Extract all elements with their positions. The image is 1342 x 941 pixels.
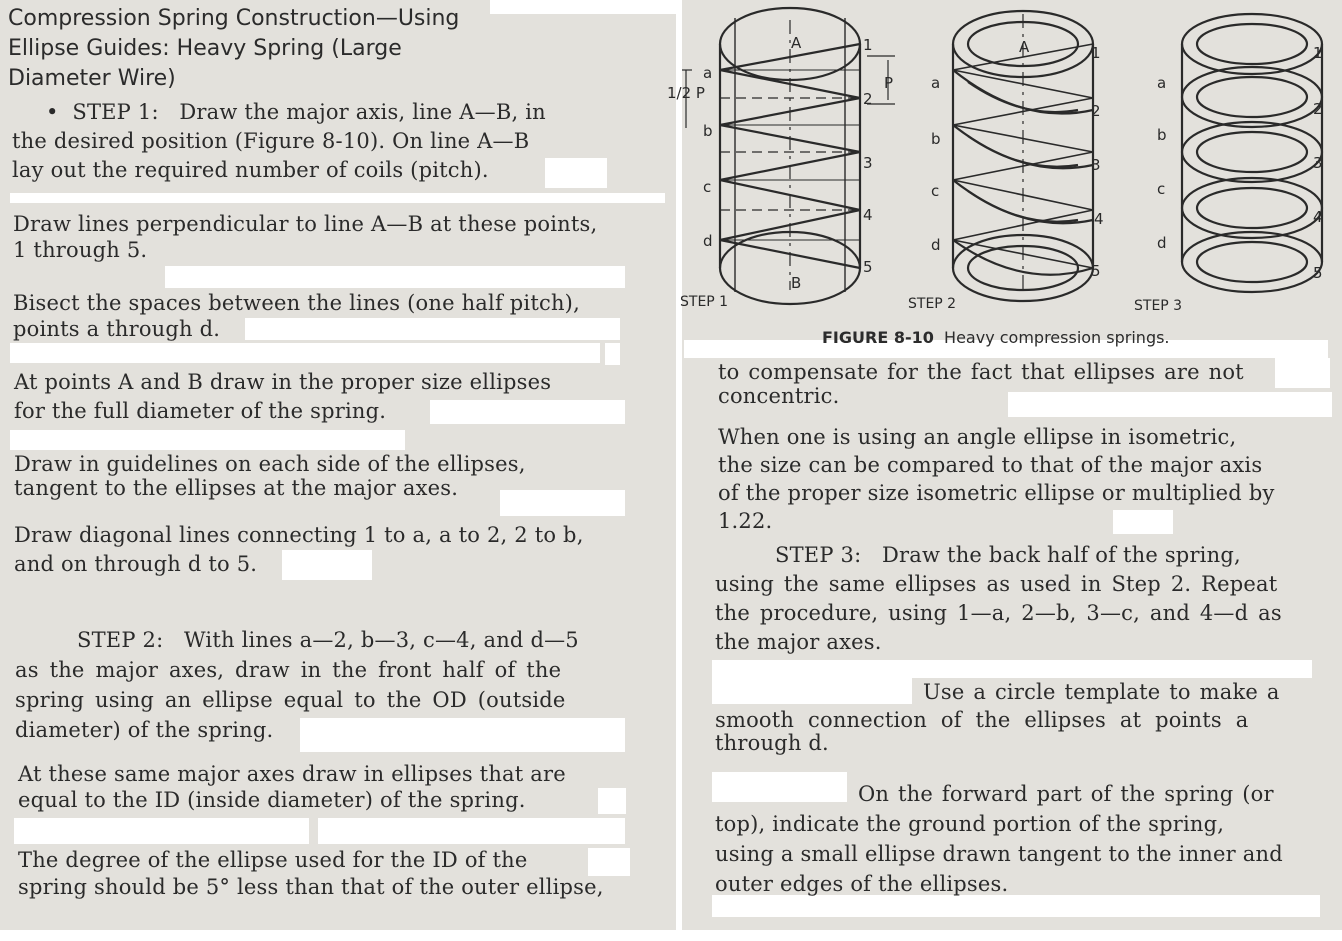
redaction-bar <box>605 343 620 365</box>
letter-c: c <box>931 182 940 200</box>
step3-line: using the same ellipses as used in Step 2. Repeat <box>715 572 1278 596</box>
paragraph-line: 1 through 5. <box>13 238 148 262</box>
paragraph-line: Draw in guidelines on each side of the ellipses, <box>14 452 526 476</box>
diagonal-paragraph <box>14 521 634 579</box>
label-B: B <box>791 274 802 292</box>
heading-line: Compression Spring Construction—Using <box>8 6 460 31</box>
step3-figure-label: STEP 3 <box>1134 298 1183 314</box>
number-2: 2 <box>1091 102 1101 120</box>
paragraph-line: and on through d to 5. <box>14 552 258 576</box>
paragraph-line: The degree of the ellipse used for the ID of the <box>18 848 528 872</box>
step1-figure-label: STEP 1 <box>680 294 729 310</box>
same-axes-paragraph <box>18 760 638 815</box>
step2-line: With lines a—2, b—3, c—4, and d—5 <box>184 628 579 652</box>
step1-line: lay out the required number of coils (pitch). <box>12 158 489 182</box>
paragraph-line: for the full diameter of the spring. <box>14 399 387 423</box>
redaction-bar <box>712 660 1312 678</box>
figure-number: FIGURE 8-10 <box>822 328 934 347</box>
step3-label: STEP 3: <box>775 543 862 567</box>
heading-line: Diameter Wire) <box>8 66 176 91</box>
number-2: 2 <box>1313 100 1323 118</box>
spring-figure <box>666 0 1342 350</box>
paragraph-line: At points A and B draw in the proper size ellipses <box>14 370 552 394</box>
paragraph-line: On the forward part of the spring (or <box>858 782 1274 806</box>
paragraph-line: Bisect the spaces between the lines (one half pitch), <box>13 291 580 315</box>
heading-line: Ellipse Guides: Heavy Spring (Large <box>8 36 402 61</box>
redaction-bar <box>490 0 676 14</box>
step2-line: diameter) of the spring. <box>15 718 274 742</box>
paragraph-line: using a small ellipse drawn tangent to the inner and <box>715 842 1283 866</box>
letter-b: b <box>931 130 941 148</box>
half-pitch-label: 1/2 P <box>667 84 705 102</box>
label-A: A <box>1019 38 1030 56</box>
number-4: 4 <box>863 206 873 224</box>
paragraph-line: outer edges of the ellipses. <box>715 872 1009 896</box>
step3-drawing <box>1182 14 1322 292</box>
bullet: • <box>46 100 59 124</box>
redaction-bar <box>10 343 600 363</box>
degree-paragraph <box>18 846 643 902</box>
letter-d: d <box>931 236 941 254</box>
step2-figure-label: STEP 2 <box>908 296 957 312</box>
number-3: 3 <box>1091 156 1101 174</box>
redaction-bar <box>10 193 665 203</box>
paragraph-line: Draw diagonal lines connecting 1 to a, a to 2, 2 to b, <box>14 523 584 547</box>
step3-line: the major axes. <box>715 630 882 654</box>
letter-d: d <box>703 232 713 250</box>
compensate-paragraph <box>718 358 1278 411</box>
step1-paragraph <box>12 98 614 185</box>
step3-line: the procedure, using 1—a, 2—b, 3—c, and 4—d as <box>715 601 1282 625</box>
letter-b: b <box>1157 126 1167 144</box>
letter-a: a <box>703 64 713 82</box>
guidelines-paragraph <box>14 450 626 503</box>
step3-line: Draw the back half of the spring, <box>882 543 1241 567</box>
paragraph-line: the size can be compared to that of the major axis <box>718 453 1263 477</box>
step2-line: as the major axes, draw in the front half of the <box>15 658 562 682</box>
number-4: 4 <box>1313 208 1323 226</box>
number-5: 5 <box>1091 262 1101 280</box>
redaction-bar <box>14 818 309 844</box>
letter-a: a <box>1157 74 1167 92</box>
pitch-label: P <box>884 74 894 92</box>
figure-caption-text: Heavy compression springs. <box>944 328 1170 347</box>
letter-a: a <box>931 74 941 92</box>
paragraph-line: top), indicate the ground portion of the spring, <box>715 812 1225 836</box>
number-3: 3 <box>863 154 873 172</box>
paragraph-line: When one is using an angle ellipse in isometric, <box>718 425 1237 449</box>
paragraph-line: Use a circle template to make a <box>923 680 1280 704</box>
step2-label: STEP 2: <box>77 628 164 652</box>
step3-paragraph <box>715 541 1315 657</box>
bisect-paragraph <box>13 289 623 344</box>
label-A: A <box>791 34 802 52</box>
paragraph-line: concentric. <box>718 384 840 408</box>
number-5: 5 <box>863 258 873 276</box>
paragraph-line: 1.22. <box>718 509 773 533</box>
step2-line: spring using an ellipse equal to the OD (outside <box>15 688 566 712</box>
figure-caption <box>822 328 1170 347</box>
circle-template-paragraph <box>715 678 1317 757</box>
isometric-paragraph <box>718 423 1333 535</box>
paragraph-line: smooth connection of the ellipses at points a <box>715 708 1249 732</box>
letter-d: d <box>1157 234 1167 252</box>
number-5: 5 <box>1313 264 1323 282</box>
redaction-bar <box>10 430 405 450</box>
section-heading <box>8 4 459 94</box>
step1-line: Draw the major axis, line A—B, in <box>179 100 546 124</box>
paragraph-line: equal to the ID (inside diameter) of the spring. <box>18 788 526 812</box>
perpendicular-paragraph <box>13 210 663 265</box>
letter-c: c <box>703 178 712 196</box>
paragraph-line: through d. <box>715 731 829 755</box>
number-2: 2 <box>863 90 873 108</box>
number-1: 1 <box>1313 44 1323 62</box>
redaction-bar <box>1275 358 1330 388</box>
paragraph-line: points a through d. <box>13 317 221 341</box>
paragraph-line: spring should be 5° less than that of the outer ellipse, <box>18 875 604 899</box>
number-4: 4 <box>1094 210 1104 228</box>
step1-line: the desired position (Figure 8-10). On line A—B <box>12 129 530 153</box>
paragraph-line: Draw lines perpendicular to line A—B at these points, <box>13 212 598 236</box>
redaction-bar <box>318 818 625 844</box>
paragraph-line: tangent to the ellipses at the major axes. <box>14 476 459 500</box>
letter-c: c <box>1157 180 1166 198</box>
redaction-bar <box>165 266 625 288</box>
step1-label: STEP 1: <box>72 100 159 124</box>
number-1: 1 <box>1091 44 1101 62</box>
number-3: 3 <box>1313 154 1323 172</box>
ellipses-paragraph <box>14 368 626 426</box>
step2-paragraph <box>15 625 620 745</box>
number-1: 1 <box>863 36 873 54</box>
forward-part-paragraph <box>715 779 1320 899</box>
letter-b: b <box>703 122 713 140</box>
paragraph-line: to compensate for the fact that ellipses are not <box>718 360 1244 384</box>
paragraph-line: of the proper size isometric ellipse or multiplied by <box>718 481 1275 505</box>
paragraph-line: At these same major axes draw in ellipses that are <box>18 762 566 786</box>
